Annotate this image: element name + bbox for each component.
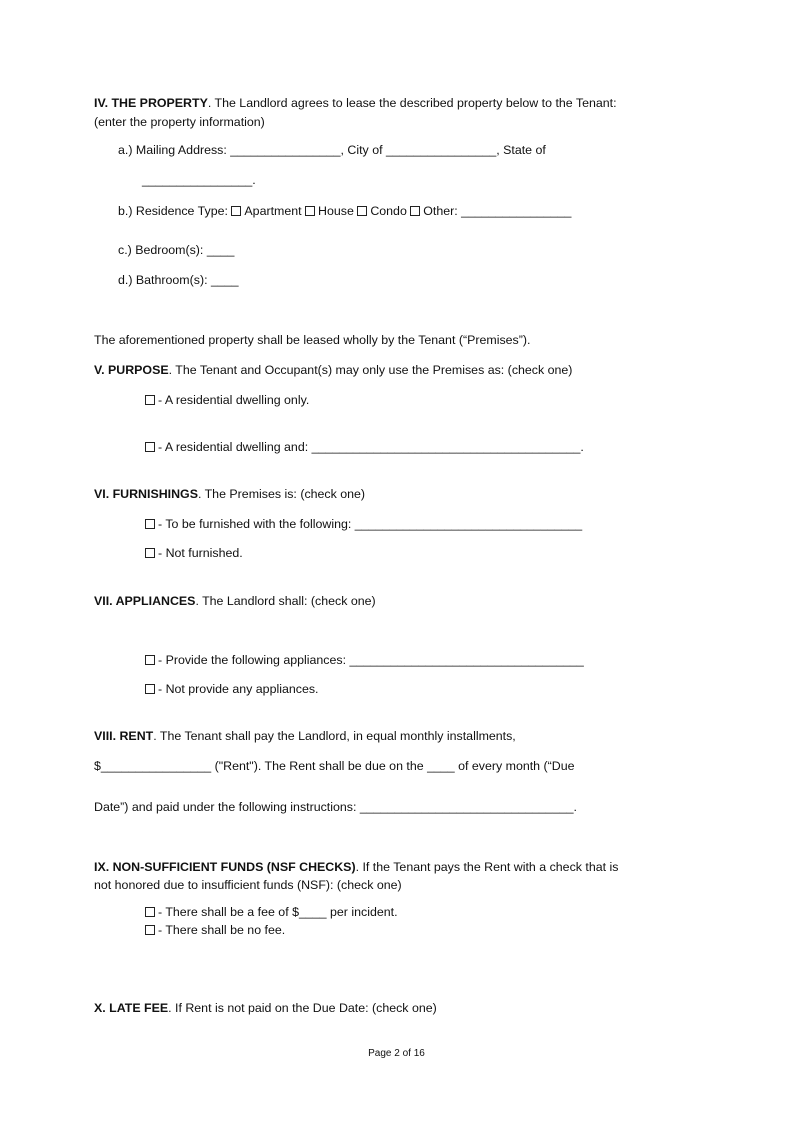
not-furnished-label: - Not furnished. bbox=[158, 546, 243, 560]
bathrooms-field[interactable]: ____ bbox=[210, 273, 239, 287]
late-fee-heading-line bbox=[94, 1000, 437, 1016]
state-line bbox=[142, 172, 256, 188]
furnishings-heading: VI. FURNISHINGS bbox=[94, 487, 198, 501]
state-label: , State of bbox=[496, 143, 546, 157]
page-number: Page 2 of 16 bbox=[368, 1048, 425, 1059]
nsf-fee-field[interactable]: ____ bbox=[298, 905, 327, 919]
bedrooms-label: c.) Bedroom(s): bbox=[118, 243, 207, 257]
nsf-fee-suffix: per incident. bbox=[326, 905, 398, 919]
bathrooms-label: d.) Bathroom(s): bbox=[118, 273, 211, 287]
no-appliances-checkbox[interactable] bbox=[145, 684, 155, 694]
provide-appliances-field[interactable]: __________________________________ bbox=[349, 653, 584, 667]
residential-and-field[interactable]: _______________________________________ bbox=[311, 440, 581, 454]
rent-amount-line bbox=[94, 758, 574, 774]
house-label: House bbox=[318, 204, 354, 218]
appliances-option-2 bbox=[145, 681, 318, 697]
house-checkbox[interactable] bbox=[305, 206, 315, 216]
residential-only-checkbox[interactable] bbox=[145, 395, 155, 405]
mailing-address-line bbox=[118, 142, 546, 158]
nsf-intro2: not honored due to insufficient funds (NSF): (check one) bbox=[94, 878, 402, 892]
purpose-intro: . The Tenant and Occupant(s) may only use the Premises as: (check one) bbox=[168, 363, 573, 377]
property-intro2: (enter the property information) bbox=[94, 115, 265, 129]
nsf-fee-label: - There shall be a fee of $ bbox=[158, 905, 299, 919]
late-fee-heading: X. LATE FEE bbox=[94, 1001, 169, 1015]
furnishings-heading-line bbox=[94, 486, 365, 502]
other-checkbox[interactable] bbox=[410, 206, 420, 216]
appliances-option-1 bbox=[145, 652, 584, 668]
nsf-fee-checkbox[interactable] bbox=[145, 907, 155, 917]
bedrooms-line bbox=[118, 242, 234, 258]
purpose-heading: V. PURPOSE bbox=[94, 363, 169, 377]
appliances-intro: . The Landlord shall: (check one) bbox=[195, 594, 376, 608]
rent-heading: VIII. RENT bbox=[94, 729, 154, 743]
nsf-no-fee-label: - There shall be no fee. bbox=[158, 923, 286, 937]
nsf-intro: . If the Tenant pays the Rent with a check that is bbox=[355, 860, 619, 874]
not-furnished-checkbox[interactable] bbox=[145, 548, 155, 558]
late-fee-intro: . If Rent is not paid on the Due Date: (check one) bbox=[168, 1001, 437, 1015]
rent-due-text: ("Rent"). The Rent shall be due on the bbox=[211, 759, 428, 773]
state-end: . bbox=[252, 173, 256, 187]
provide-appliances-label: - Provide the following appliances: bbox=[158, 653, 350, 667]
property-intro: . The Landlord agrees to lease the described property below to the Tenant: bbox=[207, 96, 617, 110]
furnishings-option-2 bbox=[145, 545, 243, 561]
purpose-option-1 bbox=[145, 392, 309, 408]
property-heading: IV. THE PROPERTY bbox=[94, 96, 208, 110]
furnished-checkbox[interactable] bbox=[145, 519, 155, 529]
apartment-label: Apartment bbox=[244, 204, 302, 218]
other-field[interactable]: ________________ bbox=[461, 204, 572, 218]
nsf-no-fee-checkbox[interactable] bbox=[145, 925, 155, 935]
bedrooms-field[interactable]: ____ bbox=[206, 243, 235, 257]
rent-instructions-label: Date”) and paid under the following instructions: bbox=[94, 800, 360, 814]
purpose-option-2 bbox=[145, 439, 584, 455]
residential-only-label: - A residential dwelling only. bbox=[158, 393, 310, 407]
residence-type-line bbox=[118, 203, 571, 219]
no-appliances-label: - Not provide any appliances. bbox=[158, 682, 319, 696]
city-field[interactable]: ________________ bbox=[385, 143, 497, 157]
rent-month-text: of every month (“Due bbox=[454, 759, 575, 773]
furnished-field[interactable]: _________________________________ bbox=[354, 517, 583, 531]
rent-instructions-line bbox=[94, 799, 577, 815]
bathrooms-line bbox=[118, 272, 239, 288]
provide-appliances-checkbox[interactable] bbox=[145, 655, 155, 665]
residence-type-label: b.) Residence Type: bbox=[118, 204, 232, 218]
appliances-heading: VII. APPLIANCES bbox=[94, 594, 196, 608]
rent-instructions-end: . bbox=[573, 800, 577, 814]
residential-and-checkbox[interactable] bbox=[145, 442, 155, 452]
furnishings-intro: . The Premises is: (check one) bbox=[197, 487, 366, 501]
state-field[interactable]: ________________ bbox=[142, 173, 253, 187]
rent-intro: . The Tenant shall pay the Landlord, in equal monthly installments, bbox=[153, 729, 516, 743]
purpose-heading-line bbox=[94, 362, 572, 378]
furnished-label: - To be furnished with the following: bbox=[158, 517, 355, 531]
purpose-end: . bbox=[580, 440, 584, 454]
nsf-option-1 bbox=[145, 904, 398, 920]
condo-checkbox[interactable] bbox=[357, 206, 367, 216]
mailing-address-field[interactable]: ________________ bbox=[230, 143, 341, 157]
property-heading-line bbox=[94, 95, 617, 111]
city-label: , City of bbox=[340, 143, 386, 157]
furnishings-option-1 bbox=[145, 516, 582, 532]
rent-amount-field[interactable]: ________________ bbox=[100, 759, 212, 773]
nsf-option-2 bbox=[145, 922, 285, 938]
rent-due-day-field[interactable]: ____ bbox=[427, 759, 455, 773]
dollar-sign: $ bbox=[94, 759, 101, 773]
apartment-checkbox[interactable] bbox=[231, 206, 241, 216]
condo-label: Condo bbox=[370, 204, 407, 218]
nsf-heading-line bbox=[94, 859, 618, 875]
rent-instructions-field[interactable]: _______________________________ bbox=[359, 800, 574, 814]
rent-heading-line bbox=[94, 728, 516, 744]
mailing-address-label: a.) Mailing Address: bbox=[118, 143, 231, 157]
residential-and-label: - A residential dwelling and: bbox=[158, 440, 312, 454]
other-label: Other: bbox=[423, 204, 462, 218]
appliances-heading-line bbox=[94, 593, 376, 609]
premises-sentence: The aforementioned property shall be leased wholly by the Tenant (“Premises”). bbox=[94, 333, 531, 347]
nsf-heading: IX. NON-SUFFICIENT FUNDS (NSF CHECKS) bbox=[94, 860, 356, 874]
